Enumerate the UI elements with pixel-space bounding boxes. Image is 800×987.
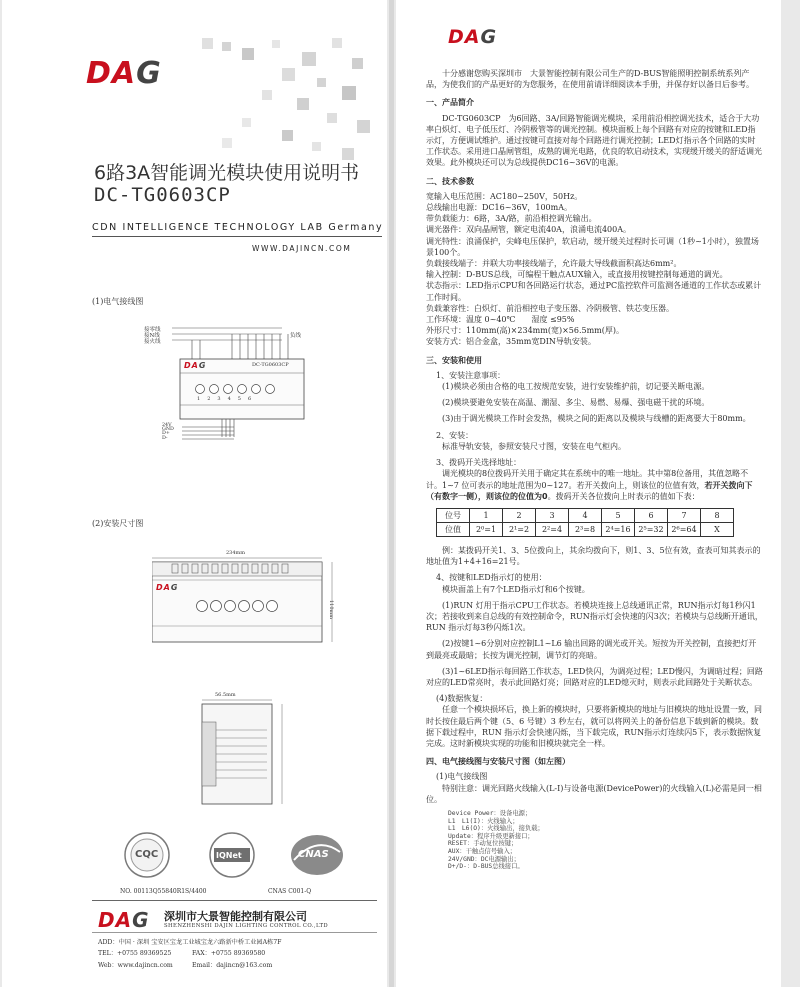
- install-notes-title: 1、安装注意事项：: [436, 370, 506, 380]
- spec-item: 调光器件：双向晶闸管，额定电流40A，浪涌电流400A。: [426, 225, 632, 235]
- heading-specs: 二、技术参数: [426, 176, 474, 186]
- button-led-item: (3)1~6LED指示每回路工作状态，LED快闪，为调亮过程；LED慢闪，为调暗过程；回路对应的LED常亮时，表示此回路灯亮；回路对应的LED熄灭时，则表示此回路处于关断状态。: [426, 666, 763, 687]
- power-gnd: GND: [162, 427, 174, 433]
- website-header: WWW.DAJINCN.COM: [252, 244, 352, 253]
- data-restore-text: 任意一个模块损坏后，换上新的模块时，只要将新模块的地址与旧模块的地址设置一致，同时长按住最后两个键（5、6 号键）3 秒左右，就可以将网关上的备份信息下载到新的模块。数据下载过程中，RUN 指示灯会快速闪烁，当下载完成，RUN指示灯连续闪5下，表示数据恢复完成。这时新模块实现的功能和旧模块就完全一样。: [426, 705, 762, 748]
- install-text: 标准导轨安装，参照安装尺寸图，安装在电气柜内。: [442, 441, 626, 451]
- table-cell: 2²=4: [536, 522, 569, 536]
- legend-item: Update：程序升级更新接口；: [448, 832, 534, 840]
- dip-switch-table: [436, 508, 734, 537]
- intro-paragraph: 十分感谢您购买深圳市 大景智能控制有限公司生产的D-BUS智能照明控制系统系列产品，为使我们的产品更好的为您服务，在使用前请详细阅读本手册，并保存好以备日后参考。: [426, 69, 754, 90]
- company-address: ADD：中国 · 深圳 宝安区宝龙工业城宝龙六路新中桥工业园A栋7F: [98, 939, 282, 946]
- cnas-label: CNAS: [298, 849, 329, 860]
- table-cell: 2⁰=1: [470, 522, 503, 536]
- power-labels: [162, 424, 174, 441]
- channel-2: 2: [207, 396, 218, 402]
- button-led-intro: 模块面盖上有7个LED指示灯和6个按键。: [442, 584, 590, 594]
- lab-tagline: CDN INTELLIGENCE TECHNOLOGY LAB Germany: [92, 222, 384, 233]
- heading-product-intro: 一、产品简介: [426, 98, 474, 108]
- device-label: DC-TG0603CP: [252, 362, 289, 368]
- certification-logos: [102, 830, 362, 890]
- table-cell: 位值: [437, 522, 470, 536]
- company-web: Web：www.dajincn.com: [98, 962, 173, 969]
- bus-dminus: D-: [162, 435, 168, 441]
- table-cell: 2⁴=16: [602, 522, 635, 536]
- spec-item: 宽输入电压范围：AC180~250V，50Hz。: [426, 191, 583, 201]
- channel-numbers: [197, 396, 258, 402]
- table-cell: 2: [503, 508, 536, 522]
- dim-depth: 56.5mm: [215, 692, 236, 698]
- company-name-cn: 深圳市大景智能控制有限公司: [164, 910, 307, 923]
- channel-1: 1: [197, 396, 208, 402]
- legend-item: 24V/GND：DC电源输出；: [448, 855, 520, 863]
- spec-item: 状态指示：LED指示CPU和各回路运行状态，通过PC监控软件可监测各通道的工作状态或累计工作时间。: [426, 281, 762, 302]
- button-led-item: (1)RUN 灯用于指示CPU工作状态。若模块连接上总线通讯正常，RUN指示灯每1秒闪1次；若接收到来自总线的有效控制命令，RUN指示灯会快速的闪3次；若模块与总线断开通讯，RUN 指示灯每3秒闪烁1次。: [426, 600, 763, 633]
- right-page: [396, 0, 781, 987]
- wire-label: 负线: [290, 333, 302, 339]
- table-cell: 8: [701, 508, 734, 522]
- cqc-label: CQC: [135, 849, 159, 860]
- page-title: 6路3A智能调光模块使用说明书: [94, 162, 360, 184]
- spec-list: [426, 191, 763, 348]
- install-note: (2)模块要避免安装在高温、潮湿、多尘、易燃、易爆、强电磁干扰的环境。: [442, 398, 710, 408]
- spec-item: 安装方式：铝合金盒，35mm宽DIN导轨安装。: [426, 337, 596, 347]
- brand-logo: DAG: [86, 56, 162, 91]
- page-fold: [389, 0, 394, 987]
- legend-item: RESET：手动复位按键；: [448, 840, 518, 848]
- legend-item: L1 L1(I)：火线输入；: [448, 817, 519, 825]
- table-cell: 4: [569, 508, 602, 522]
- model-number: DC-TG0603CP: [94, 184, 231, 206]
- table-row: [437, 522, 734, 536]
- wire-label: 接火线: [144, 339, 161, 345]
- legend-item: Device Power：设备电源；: [448, 809, 532, 817]
- device-logo: DAG: [184, 361, 207, 370]
- wire-label: 接N线: [144, 333, 160, 339]
- company-name-en: SHENZHENSHI DAJIN LIGHTING CONTROL CO.,LTD: [164, 923, 329, 929]
- wiring-subtitle: (1)电气接线图: [436, 772, 488, 782]
- power-24v: 24V: [162, 423, 172, 428]
- install-title: 2、安装：: [436, 430, 474, 440]
- table-cell: 3: [536, 508, 569, 522]
- dim-width: 234mm: [226, 550, 246, 556]
- dip-switch-title: 3、拨码开关选择地址：: [436, 458, 522, 468]
- legend-item: D+/D-：D-BUS总线接口。: [448, 863, 524, 871]
- front-dimension-drawing: [152, 550, 352, 650]
- legend-item: AUX：干触点信号输入；: [448, 847, 517, 855]
- dip-example: 例：某拨码开关1、3、5位拨向上，其余均拨向下，则1、3、5位有效，查表可知其表示的地址值为1+4+16=21号。: [426, 545, 761, 567]
- bus-dplus: D+: [162, 431, 170, 437]
- channel-6: 6: [247, 396, 259, 402]
- heading-install-use: 三、安装和使用: [426, 355, 482, 365]
- button-led-item: (2)按键1~6分别对应控制L1~L6 输出回路的调光或开关。短按为开关控制，直接把灯开到最亮或最暗；长按为调光控制，调节灯的亮暗。: [426, 639, 757, 660]
- product-intro-paragraph: DC-TG0603CP 为6回路、3A/回路智能调光模块，采用前沿相控调光技术，适合于大功率白炽灯、电子低压灯、冷阴极管等的调光控制。模块面板上每个回路有对应的按键和LED指示灯，方便调试维护。通过按键可直接对每个回路进行调光控制；LED灯指示各个回路的实时工作状态。采用进口晶闸管组，成熟的调光电路，优良的软启动技术，实现缓开缓关的舒适调光效果。此外模块还可以为总线提供DC16~36V的电源。: [426, 113, 762, 168]
- wiring-note: 特别注意：调光回路火线输入(L-I)与设备电源(DevicePower)的火线输入(L)必需是同一相位。: [426, 783, 762, 804]
- table-cell: 1: [470, 508, 503, 522]
- table-cell: 2⁶=64: [668, 522, 701, 536]
- left-page: [2, 0, 387, 987]
- spec-item: 调光特性：浪涌保护，尖峰电压保护，软启动，缓开缓关过程时长可调（1秒~1小时），独置场景100个。: [426, 236, 759, 257]
- section-wiring-title: (1)电气接线图: [92, 297, 144, 306]
- wiring-diagram: [122, 325, 372, 455]
- company-email: Email：dajincn@163.com: [192, 962, 273, 969]
- table-cell: 7: [668, 508, 701, 522]
- brand-logo: DAG: [448, 26, 498, 48]
- table-row: [437, 508, 734, 522]
- wiring-lines: [122, 325, 372, 455]
- table-cell: 5: [602, 508, 635, 522]
- table-cell: X: [701, 522, 734, 536]
- channel-3: 3: [217, 396, 228, 402]
- section-dimension-title: (2)安装尺寸图: [92, 519, 144, 528]
- dip-switch-text: [426, 468, 763, 502]
- wiring-legend: [448, 810, 763, 871]
- iqnet-label: IQNet: [216, 851, 242, 860]
- dip-text-c: 。拨码开关各位拨向上时表示的值如下表：: [547, 491, 700, 501]
- company-tel: TEL：+0755 89369525: [98, 950, 172, 957]
- footer-logo: DAG: [98, 908, 150, 932]
- install-note: (1)模块必须由合格的电工按规范安装，进行安装维护前，切记要关断电源。: [442, 382, 710, 392]
- spec-item: 负载接线端子：并联大功率接线端子，允许最大导线截面积高达6mm²。: [426, 259, 682, 269]
- dip-text-bold: 若开关拨向下（有数字一侧），则该位的位值为0: [426, 480, 753, 501]
- legend-item: L1 L6(O)：火线输出，接负载；: [448, 825, 544, 833]
- table-cell: 位号: [437, 508, 470, 522]
- spec-item: 总线输出电源：DC16~36V，100mA。: [426, 203, 573, 213]
- table-cell: 2³=8: [569, 522, 602, 536]
- channel-5: 5: [237, 396, 248, 402]
- cert-number-cqc: NO. 00113Q55840R1S/4400: [120, 888, 207, 895]
- channel-4: 4: [227, 396, 238, 402]
- spec-item: 工作环境：温度 0~40℃ 湿度 ≤95%: [426, 315, 575, 325]
- company-fax: FAX：+0755 89369580: [192, 950, 266, 957]
- table-cell: 2¹=2: [503, 522, 536, 536]
- footer-divider: [92, 900, 377, 901]
- button-led-title: 4、按键和LED指示灯的使用：: [436, 573, 547, 583]
- table-cell: 2⁵=32: [635, 522, 668, 536]
- spec-item: 负载兼容性：白炽灯、前沿相控电子变压器、冷阴极管、铁芯变压器。: [426, 303, 674, 313]
- cert-number-cnas: CNAS C001-Q: [268, 888, 312, 895]
- decorative-mosaic: [182, 38, 382, 168]
- spec-item: 输入控制：D-BUS总线，可编程干触点AUX输入，或直接用按键控制每通道的调光。: [426, 270, 728, 280]
- device-logo: DAG: [156, 583, 179, 592]
- dim-height: 110mm: [328, 600, 334, 620]
- wire-label: 接零线: [144, 327, 161, 333]
- table-cell: 6: [635, 508, 668, 522]
- side-dimension-drawing: [187, 692, 297, 812]
- dip-text-a: 调光模块的8位拨码开关用于确定其在系统中的唯一地址。其中第8位备用，其值忽略不计。1~7 位可表示的地址范围为0~127。若开关拨向上，则该位的位值有效，: [426, 469, 749, 490]
- install-note: (3)由于调光模块工作时会发热，模块之间的距离以及模块与线槽的距离要大于80mm。: [442, 414, 751, 424]
- data-restore-title: (4)数据恢复：: [436, 694, 488, 704]
- spec-item: 外形尺寸：110mm(高)×234mm(宽)×56.5mm(厚)。: [426, 326, 624, 336]
- heading-wiring: 四、电气接线图与安装尺寸图（如左图）: [426, 757, 570, 767]
- manual-body: [426, 68, 763, 871]
- divider: [92, 236, 382, 237]
- spec-item: 带负载能力：6路，3A/路，前沿相控调光输出。: [426, 214, 597, 224]
- footer-divider: [92, 932, 377, 933]
